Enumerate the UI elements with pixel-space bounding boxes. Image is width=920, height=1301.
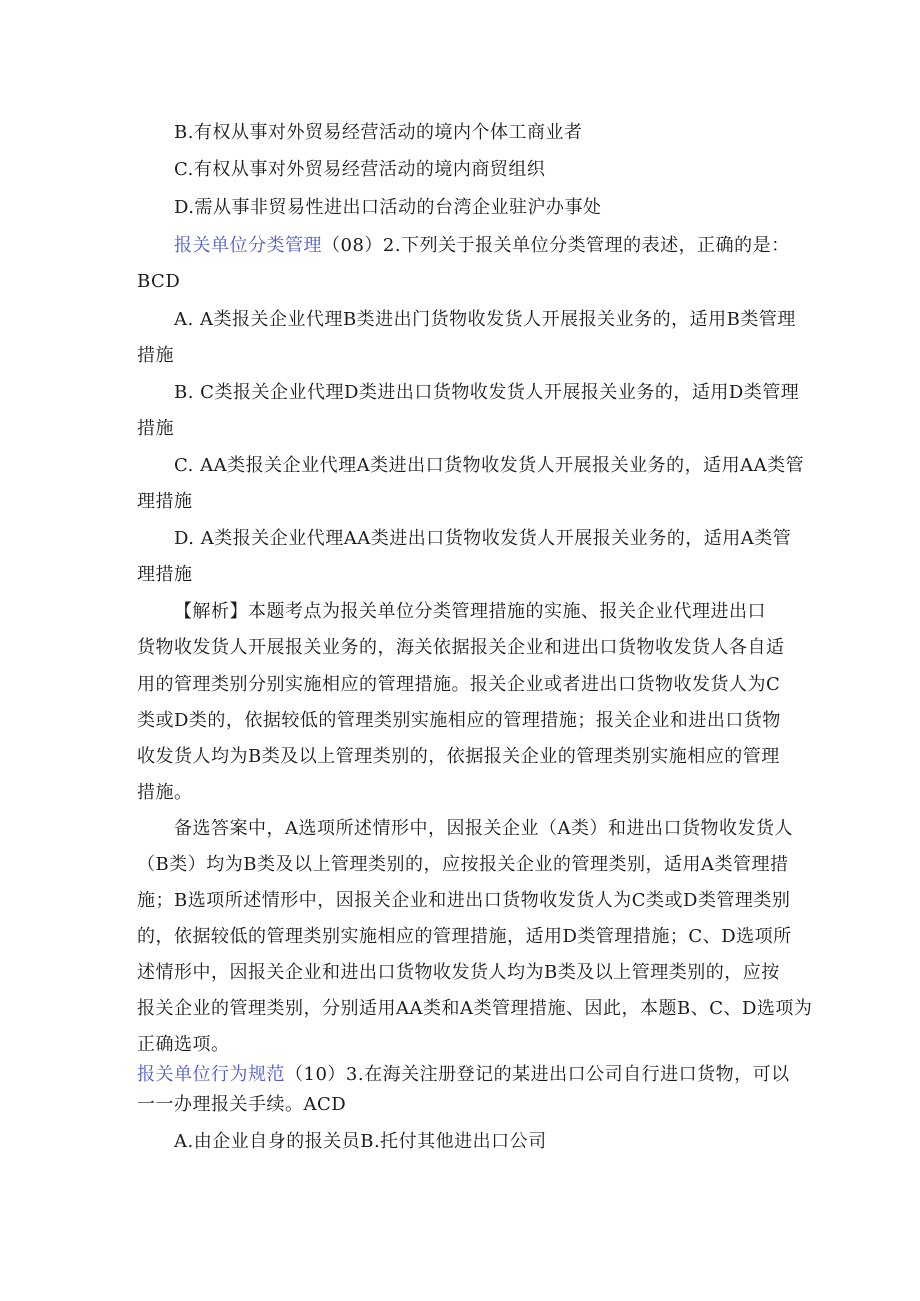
q2-option-b-cont: 措施 <box>137 418 174 439</box>
q2-option-d: D. A类报关企业代理AA类进出口货物收发货人开展报关业务的，适用A类管 <box>174 528 792 549</box>
q2-stem <box>174 234 790 258</box>
q1-option-d: D.需从事非贸易性进出口活动的台湾企业驻沪办事处 <box>174 197 602 218</box>
q2-analysis-line: 用的管理类别分别实施相应的管理措施。报关企业或者进出口货物收发货人为C <box>137 674 781 695</box>
q3-stem <box>137 1063 790 1087</box>
q3-options: A.由企业自身的报关员B.托付其他进出口公司 <box>174 1131 547 1152</box>
q2-answer: BCD <box>137 271 181 292</box>
q2-explanation-line: 备选答案中，A选项所述情形中，因报关企业（A类）和进出口货物收发货人 <box>174 818 793 839</box>
q2-option-b: B. C类报关企业代理D类进出口货物收发货人开展报关业务的，适用D类管理 <box>174 382 800 403</box>
q2-analysis-line: 收发货人均为B类及以上管理类别的，依据报关企业的管理类别实施相应的管理 <box>137 746 780 767</box>
q2-option-c: C. AA类报关企业代理A类进出口货物收发货人开展报关业务的，适用AA类管 <box>174 455 805 476</box>
q2-analysis-line: 措施。 <box>137 782 193 803</box>
q2-explanation-line: 报关企业的管理类别，分别适用AA类和A类管理措施、因此，本题B、C、D选项为 <box>137 998 813 1019</box>
q2-stem-text: （08）2.下列关于报关单位分类管理的表述，正确的是： <box>322 235 790 256</box>
q2-option-c-cont: 理措施 <box>137 491 193 512</box>
q2-explanation-line: （B类）均为B类及以上管理类别的，应按报关企业的管理类别，适用A类管理措 <box>137 854 789 875</box>
q2-explanation-line: 正确选项。 <box>137 1034 230 1055</box>
q3-topic-link[interactable]: 报关单位行为规范 <box>137 1064 285 1085</box>
q1-option-b: B.有权从事对外贸易经营活动的境内个体工商业者 <box>174 122 583 143</box>
q2-explanation-line: 施；B选项所述情形中，因报关企业和进出口货物收发货人为C类或D类管理类别 <box>137 890 791 911</box>
q2-explanation-line: 的，依据较低的管理类别实施相应的管理措施，适用D类管理措施；C、D选项所 <box>137 926 792 947</box>
q2-analysis-line: 类或D类的，依据较低的管理类别实施相应的管理措施；报关企业和进出口货物 <box>137 710 781 731</box>
q2-analysis-line: 货物收发货人开展报关业务的，海关依据报关企业和进出口货物收发货人各自适 <box>137 637 785 658</box>
q2-topic-link[interactable]: 报关单位分类管理 <box>174 235 322 256</box>
q3-stem-text: （10）3.在海关注册登记的某进出口公司自行进口货物，可以 <box>285 1064 790 1085</box>
q3-stem-cont: 一一办理报关手续。ACD <box>137 1094 347 1115</box>
q2-analysis-line: 【解析】本题考点为报关单位分类管理措施的实施、报关企业代理进出口 <box>174 601 766 622</box>
q2-explanation-line: 述情形中，因报关企业和进出口货物收发货人均为B类及以上管理类别的，应按 <box>137 962 780 983</box>
q2-option-a-cont: 措施 <box>137 345 174 366</box>
q1-option-c: C.有权从事对外贸易经营活动的境内商贸组织 <box>174 159 546 180</box>
q2-option-a: A. A类报关企业代理B类进出门货物收发货人开展报关业务的，适用B类管理 <box>174 309 796 330</box>
q2-option-d-cont: 理措施 <box>137 564 193 585</box>
